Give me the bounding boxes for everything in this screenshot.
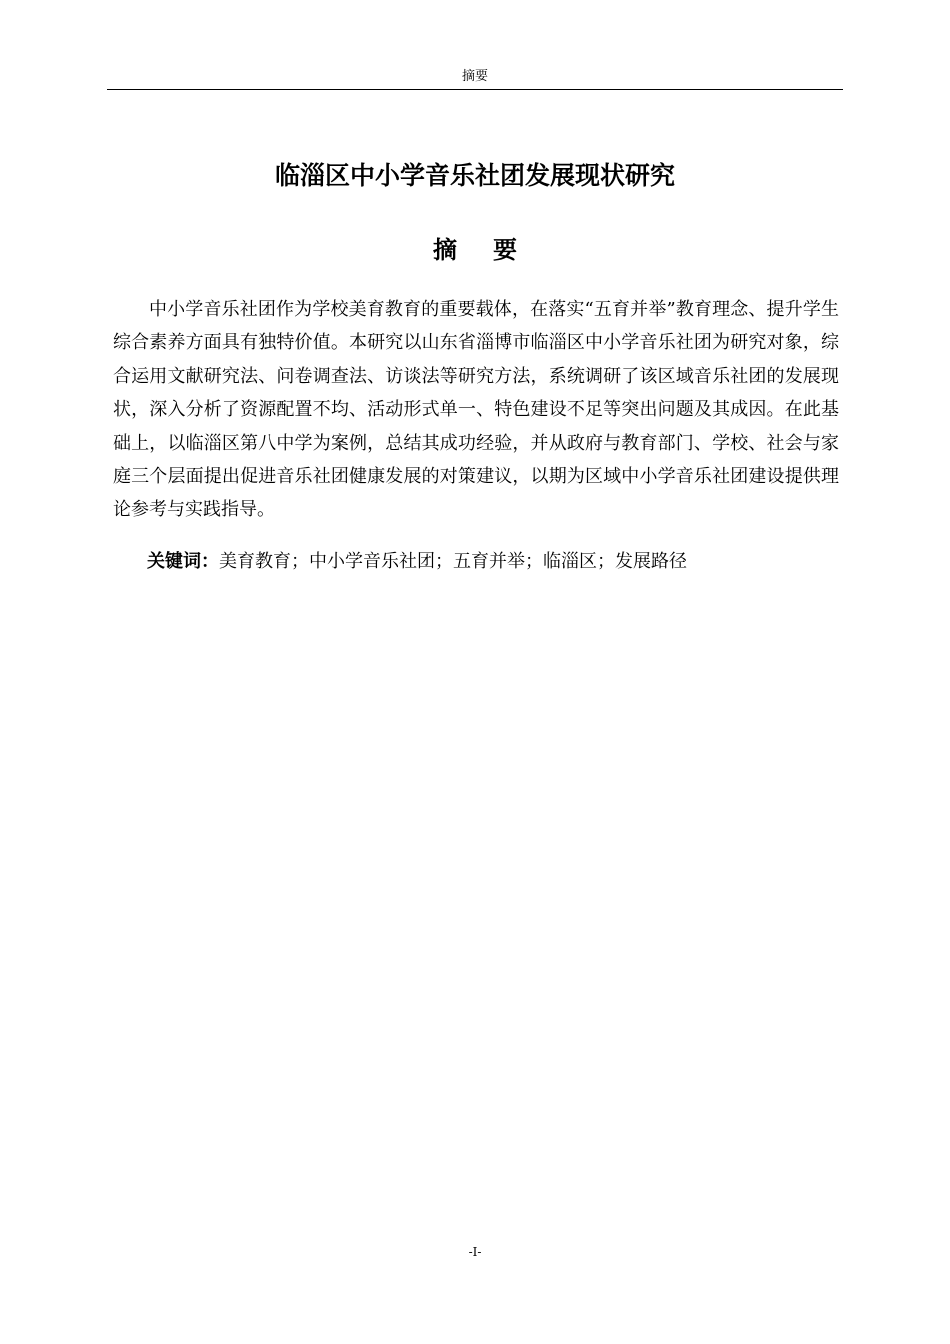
running-header: 摘要 <box>461 69 488 84</box>
keywords-label: 关键词： <box>147 551 219 572</box>
abstract-heading: 摘要 <box>433 236 553 264</box>
abstract-body: 中小学音乐社团作为学校美育教育的重要载体，在落实“五育并举”教育理念、提升学生综合素养方面具有独特价值。本研究以山东省淄博市临淄区中小学音乐社团为研究对象，综合运用文献研究法、问卷调查法、访谈法等研究方法，系统调研了该区域音乐社团的发展现状，深入分析了资源配置不均、活动形式单一、特色建设不足等突出问题及其成因。在此基础上，以临淄区第八中学为案例，总结其成功经验，并从政府与教育部门、学校、社会与家庭三个层面提出促进音乐社团健康发展的对策建议，以期为区域中小学音乐社团建设提供理论参考与实践指导。 <box>113 299 839 521</box>
paper-title: 临淄区中小学音乐社团发展现状研究 <box>274 161 675 190</box>
keywords-value: 美育教育；中小学音乐社团；五育并举；临淄区；发展路径 <box>219 551 687 572</box>
page-number: -I- <box>468 1245 482 1259</box>
header-rule <box>107 89 843 90</box>
keywords <box>147 545 839 578</box>
